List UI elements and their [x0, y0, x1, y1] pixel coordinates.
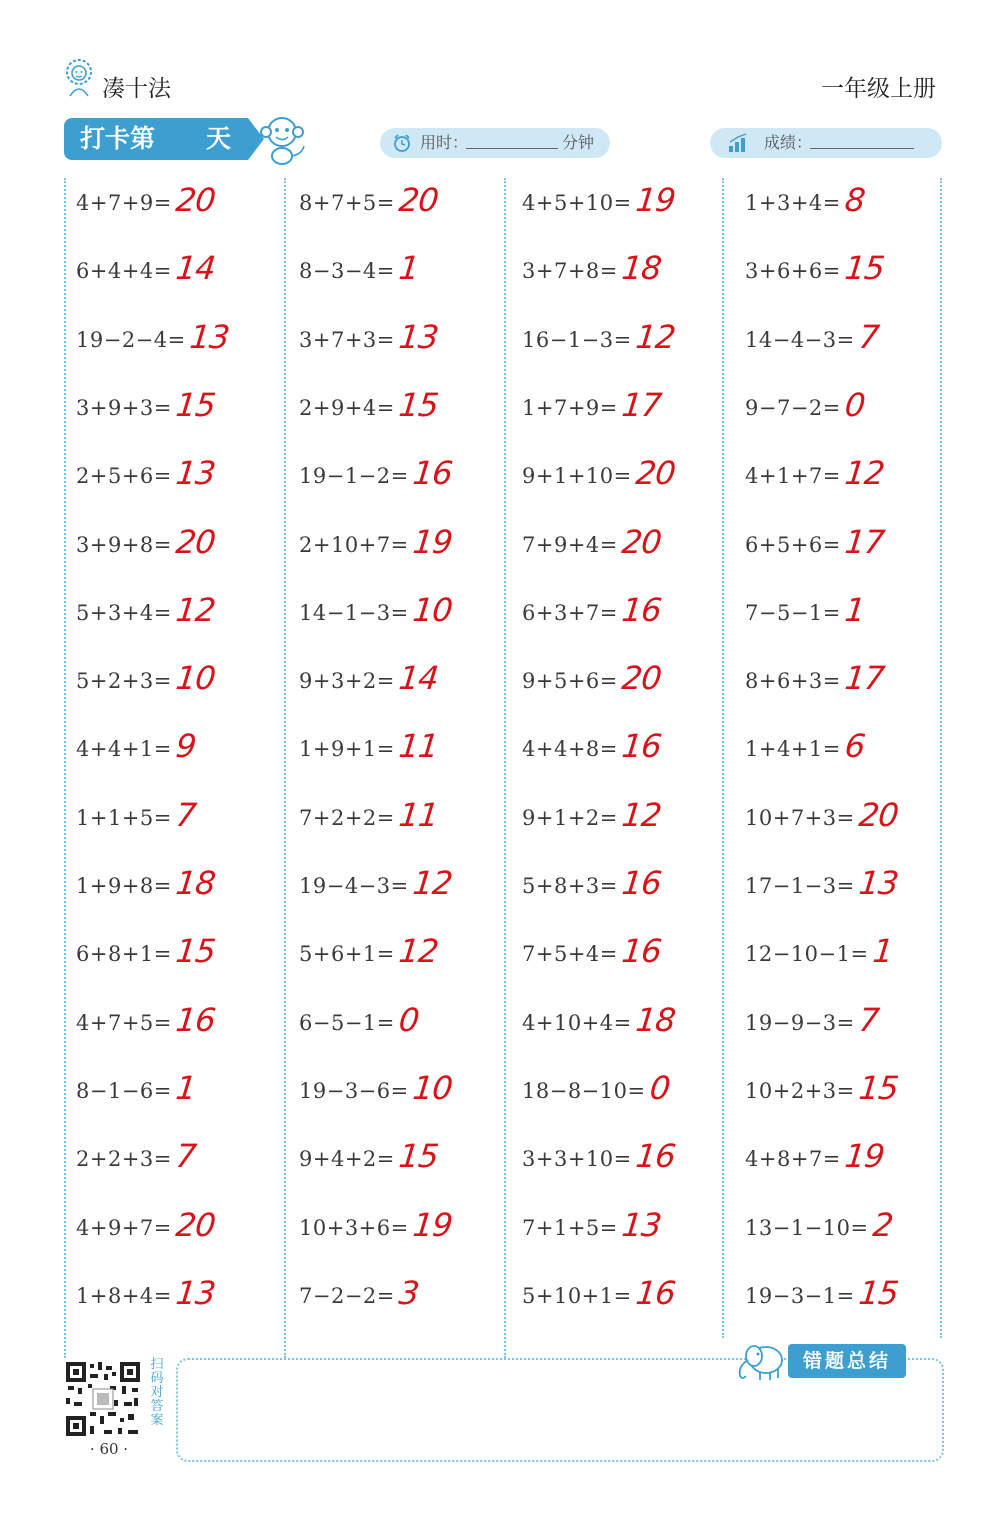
equation-text: 9+3+2= [299, 669, 395, 694]
equation-text: 8+6+3= [745, 669, 841, 694]
equation-text: 3+9+8= [76, 532, 172, 557]
equation-text: 19−1−2= [299, 464, 409, 489]
handwritten-answer: 15 [174, 932, 217, 971]
handwritten-answer: 15 [397, 385, 440, 424]
alarm-clock-icon [392, 133, 412, 153]
handwritten-answer: 1 [174, 1068, 198, 1107]
mistake-review-label: 错题总结 [788, 1344, 906, 1378]
handwritten-answer: 20 [174, 181, 217, 219]
column-divider [940, 178, 942, 1338]
equation-text: 1+8+4= [76, 1283, 172, 1308]
checkin-label-left: 打卡第 [80, 124, 156, 153]
handwritten-answer: 20 [620, 522, 663, 561]
equation-text: 19−3−6= [299, 1078, 409, 1103]
equation-text: 6+8+1= [76, 942, 172, 967]
handwritten-answer: 16 [620, 932, 663, 971]
equation-text: 10+7+3= [745, 805, 855, 830]
handwritten-answer: 19 [843, 1137, 886, 1176]
monkey-mascot-icon [254, 112, 310, 166]
handwritten-answer: 13 [174, 1273, 217, 1312]
score-label: 成绩： [764, 133, 813, 152]
handwritten-answer: 20 [620, 659, 663, 698]
equation-text: 8+7+5= [299, 191, 395, 215]
handwritten-answer: 1 [397, 249, 421, 288]
handwritten-answer: 18 [634, 1000, 677, 1039]
handwritten-answer: 18 [620, 249, 663, 288]
handwritten-answer: 11 [397, 727, 440, 766]
equation-text: 2+10+7= [299, 532, 409, 557]
handwritten-answer: 0 [397, 1000, 421, 1039]
equation-text: 4+7+5= [76, 1010, 172, 1035]
equation-text: 3+9+3= [76, 395, 172, 420]
equation-text: 1+7+9= [522, 395, 618, 420]
handwritten-answer: 7 [857, 317, 881, 356]
handwritten-answer: 16 [174, 1000, 217, 1039]
equation-text: 19−9−3= [745, 1010, 855, 1035]
equation-text: 9+1+10= [522, 464, 632, 489]
equation-text: 4+8+7= [745, 1147, 841, 1172]
column-divider [284, 178, 286, 1358]
handwritten-answer: 12 [634, 317, 677, 356]
handwritten-answer: 10 [411, 590, 454, 629]
equation-text: 9+5+6= [522, 669, 618, 694]
equation-text: 5+8+3= [522, 874, 618, 898]
grade-label: 一年级上册 [821, 76, 936, 102]
handwritten-answer: 16 [620, 727, 663, 766]
handwritten-answer: 10 [411, 1068, 454, 1107]
equation-text: 6+3+7= [522, 600, 618, 625]
equation-text: 3+3+10= [522, 1147, 632, 1172]
equation-text: 9−7−2= [745, 395, 841, 420]
handwritten-answer: 13 [188, 317, 231, 356]
equation-text: 9+1+2= [522, 805, 618, 830]
handwritten-answer: 15 [174, 385, 217, 424]
handwritten-answer: 1 [843, 590, 867, 629]
equation-text: 5+6+1= [299, 942, 395, 967]
handwritten-answer: 16 [411, 454, 454, 493]
checkin-banner [64, 118, 248, 160]
equation-text: 7+5+4= [522, 942, 618, 967]
score-blank[interactable] [810, 148, 914, 149]
equation-text: 7+2+2= [299, 805, 395, 830]
handwritten-answer: 7 [857, 1000, 881, 1039]
handwritten-answer: 12 [174, 590, 217, 629]
handwritten-answer: 8 [843, 181, 867, 219]
handwritten-answer: 9 [174, 727, 198, 766]
equation-text: 10+2+3= [745, 1078, 855, 1103]
handwritten-answer: 10 [174, 659, 217, 698]
equation-text: 7−5−1= [745, 600, 841, 625]
equation-text: 4+10+4= [522, 1010, 632, 1035]
handwritten-answer: 11 [397, 795, 440, 834]
handwritten-answer: 20 [174, 1205, 217, 1244]
equation-text: 6−5−1= [299, 1010, 395, 1035]
handwritten-answer: 19 [634, 181, 677, 219]
page-number: · 60 · [89, 1440, 129, 1458]
equation-text: 10+3+6= [299, 1215, 409, 1240]
equation-text: 4+9+7= [76, 1215, 172, 1240]
equation-text: 4+5+10= [522, 191, 632, 215]
handwritten-answer: 15 [397, 1137, 440, 1176]
time-unit: 分钟 [562, 133, 595, 152]
handwritten-answer: 13 [174, 454, 217, 493]
handwritten-answer: 16 [634, 1273, 677, 1312]
handwritten-answer: 12 [397, 932, 440, 971]
equation-text: 19−2−4= [76, 327, 186, 352]
elephant-mascot-icon [732, 1338, 790, 1382]
equation-text: 7+9+4= [522, 532, 618, 557]
equation-text: 6+5+6= [745, 532, 841, 557]
handwritten-answer: 13 [620, 1205, 663, 1244]
equation-text: 2+2+3= [76, 1147, 172, 1172]
handwritten-answer: 15 [843, 249, 886, 288]
equation-text: 1+1+5= [76, 805, 172, 830]
equation-text: 4+4+1= [76, 737, 172, 762]
handwritten-answer: 12 [843, 454, 886, 493]
equation-text: 7+1+5= [522, 1215, 618, 1240]
handwritten-answer: 13 [857, 864, 900, 902]
handwritten-answer: 12 [411, 864, 454, 902]
handwritten-answer: 12 [620, 795, 663, 834]
column-divider [722, 178, 724, 1338]
time-blank[interactable] [466, 148, 558, 149]
equation-text: 18−8−10= [522, 1078, 646, 1103]
lion-mascot-icon [62, 58, 96, 98]
handwritten-answer: 17 [620, 385, 663, 424]
equation-text: 5+3+4= [76, 600, 172, 625]
handwritten-answer: 2 [871, 1205, 895, 1244]
score-field [710, 128, 942, 158]
handwritten-answer: 20 [634, 454, 677, 493]
equation-text: 8−3−4= [299, 259, 395, 284]
equation-text: 16−1−3= [522, 327, 632, 352]
handwritten-answer: 15 [857, 1273, 900, 1312]
handwritten-answer: 16 [620, 864, 663, 902]
handwritten-answer: 20 [857, 795, 900, 834]
handwritten-answer: 14 [397, 659, 440, 698]
handwritten-answer: 7 [174, 795, 198, 834]
equation-text: 3+7+3= [299, 327, 395, 352]
handwritten-answer: 17 [843, 522, 886, 561]
handwritten-answer: 16 [620, 590, 663, 629]
equation-text: 2+9+4= [299, 395, 395, 420]
equation-text: 19−4−3= [299, 874, 409, 898]
equation-text: 4+7+9= [76, 191, 172, 215]
equation-text: 3+6+6= [745, 259, 841, 284]
handwritten-answer: 18 [174, 864, 217, 902]
equation-text: 8−1−6= [76, 1078, 172, 1103]
qr-code-icon[interactable] [64, 1360, 142, 1438]
equation-text: 2+5+6= [76, 464, 172, 489]
equation-text: 1+3+4= [745, 191, 841, 215]
column-divider [64, 178, 66, 1358]
checkin-label-right: 天 [206, 124, 232, 153]
bar-chart-icon [728, 133, 750, 153]
handwritten-answer: 20 [174, 522, 217, 561]
handwritten-answer: 6 [843, 727, 867, 766]
handwritten-answer: 20 [397, 181, 440, 219]
handwritten-answer: 13 [397, 317, 440, 356]
handwritten-answer: 1 [871, 932, 895, 971]
handwritten-answer: 14 [174, 249, 217, 288]
equation-text: 4+4+8= [522, 737, 618, 762]
handwritten-answer: 19 [411, 522, 454, 561]
time-label: 用时： [420, 133, 469, 152]
handwritten-answer: 0 [843, 385, 867, 424]
handwritten-answer: 16 [634, 1137, 677, 1176]
handwritten-answer: 15 [857, 1068, 900, 1107]
handwritten-answer: 19 [411, 1205, 454, 1244]
time-field [380, 128, 610, 158]
equation-text: 13−1−10= [745, 1215, 869, 1240]
handwritten-answer: 7 [174, 1137, 198, 1176]
equation-text: 1+9+1= [299, 737, 395, 762]
equation-text: 4+1+7= [745, 464, 841, 489]
equation-text: 5+2+3= [76, 669, 172, 694]
column-divider [504, 178, 506, 1358]
equation-text: 14−1−3= [299, 600, 409, 625]
equation-text: 7−2−2= [299, 1283, 395, 1308]
equation-text: 1+9+8= [76, 874, 172, 898]
equation-text: 17−1−3= [745, 874, 855, 898]
equation-text: 9+4+2= [299, 1147, 395, 1172]
equation-text: 12−10−1= [745, 942, 869, 967]
equation-text: 3+7+8= [522, 259, 618, 284]
equation-text: 1+4+1= [745, 737, 841, 762]
equation-text: 19−3−1= [745, 1283, 855, 1308]
equation-text: 5+10+1= [522, 1283, 632, 1308]
method-title: 凑十法 [102, 76, 171, 102]
handwritten-answer: 3 [397, 1273, 421, 1312]
handwritten-answer: 0 [648, 1068, 672, 1107]
scan-answer-text: 扫码对答案 [150, 1357, 164, 1428]
equation-text: 14−4−3= [745, 327, 855, 352]
handwritten-answer: 17 [843, 659, 886, 698]
equation-text: 6+4+4= [76, 259, 172, 284]
